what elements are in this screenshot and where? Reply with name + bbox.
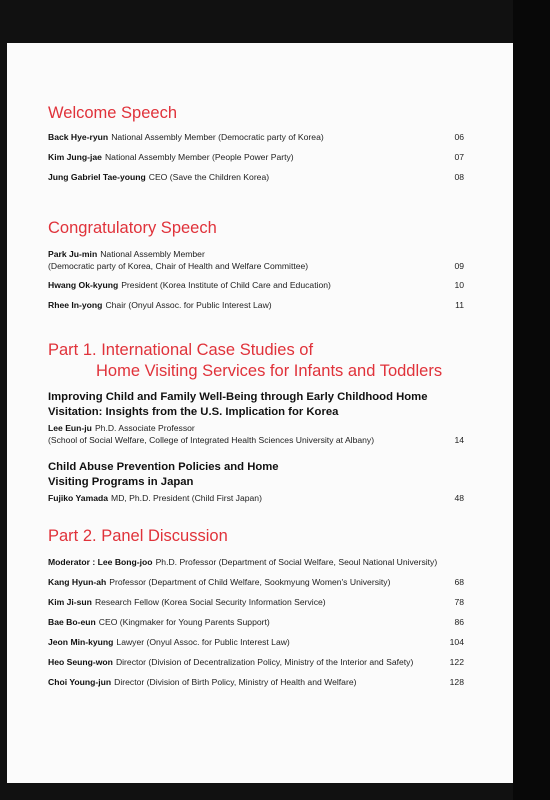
speaker-desc: Chair (Onyul Assoc. for Public Interest Law): [105, 300, 272, 310]
toc-entry: [48, 616, 464, 628]
section-heading-welcome: Welcome Speech: [48, 104, 178, 122]
page-number: 14: [454, 435, 464, 445]
speaker-name: Fujiko Yamada: [48, 493, 109, 503]
speaker-name: Park Ju-min: [48, 249, 98, 259]
section-heading-part2: Part 2. Panel Discussion: [48, 527, 228, 545]
section-heading-part1: Part 1. International Case Studies of: [48, 341, 314, 359]
speaker-desc: MD, Ph.D. President (Child First Japan): [111, 493, 262, 503]
speaker-name: Hwang Ok-kyung: [48, 280, 119, 290]
speaker-desc: National Assembly Member (People Power Party): [104, 152, 294, 162]
paper-title-line2: Visiting Programs in Japan: [48, 476, 194, 488]
paper-title-line1: Improving Child and Family Well-Being through Early Childhood Home: [48, 391, 428, 403]
section-heading-congratulatory: Congratulatory Speech: [48, 219, 217, 237]
toc-entry: [48, 279, 464, 291]
toc-entry: [48, 576, 464, 588]
speaker-name: Back Hye-ryun: [48, 132, 109, 142]
speaker-name: Jeon Min-kyung: [48, 637, 114, 647]
speaker-name: Moderator : Lee Bong-joo: [48, 557, 153, 567]
speaker-name: Heo Seung-won: [48, 657, 113, 667]
speaker-name: Rhee In-yong: [48, 300, 103, 310]
page-edge-shadow: [513, 0, 550, 800]
speaker-desc: Ph.D. Associate Professor: [94, 423, 195, 433]
speaker-desc: Director (Division of Birth Policy, Ministry of Health and Welfare): [114, 677, 357, 687]
toc-entry: [48, 676, 464, 688]
speaker-name: Kim Ji-sun: [48, 597, 92, 607]
page-number: 86: [454, 617, 464, 627]
page-number: 48: [454, 493, 464, 503]
toc-entry: [48, 171, 464, 183]
speaker-desc-line2: (Democratic party of Korea, Chair of Health and Welfare Committee): [48, 261, 309, 271]
page-number: 122: [449, 657, 464, 667]
toc-entry: [48, 151, 464, 163]
speaker-desc: National Assembly Member: [100, 249, 205, 259]
section-heading-part1-line2: Home Visiting Services for Infants and Toddlers: [96, 362, 443, 380]
paper-title-line2: Visitation: Insights from the U.S. Implication for Korea: [48, 406, 339, 418]
paper-title: [48, 390, 458, 420]
toc-entry: [48, 422, 464, 446]
speaker-desc: National Assembly Member (Democratic party of Korea): [111, 132, 324, 142]
toc-entry: [48, 636, 464, 648]
speaker-desc: Research Fellow (Korea Social Security Information Service): [94, 597, 326, 607]
toc-entry: [48, 131, 464, 143]
speaker-desc: Ph.D. Professor (Department of Social Welfare, Seoul National University): [155, 557, 438, 567]
speaker-name: Lee Eun-ju: [48, 423, 92, 433]
speaker-name: Choi Young-jun: [48, 677, 112, 687]
speaker-name: Bae Bo-eun: [48, 617, 96, 627]
speaker-name: Kang Hyun-ah: [48, 577, 107, 587]
toc-entry: [48, 248, 464, 272]
speaker-desc: Lawyer (Onyul Assoc. for Public Interest Law): [116, 637, 290, 647]
speaker-desc: CEO (Kingmaker for Young Parents Support): [98, 617, 270, 627]
page-number: 78: [454, 597, 464, 607]
page-number: 11: [455, 300, 464, 310]
speaker-desc: CEO (Save the Children Korea): [148, 172, 270, 182]
page-number: 09: [454, 261, 464, 271]
page-number: 68: [454, 577, 464, 587]
toc-entry: [48, 299, 464, 311]
toc-entry: [48, 492, 464, 504]
speaker-desc: Director (Division of Decentralization Policy, Ministry of the Interior and Safety): [115, 657, 414, 667]
page-number: 128: [449, 677, 464, 687]
speaker-name: Kim Jung-jae: [48, 152, 102, 162]
page-number: 104: [449, 637, 464, 647]
page-number: 06: [454, 132, 464, 142]
toc-entry: [48, 596, 464, 608]
speaker-desc-line2: (School of Social Welfare, College of Integrated Health Sciences University at Albany): [48, 435, 375, 445]
page-number: 08: [454, 172, 464, 182]
toc-entry: [48, 656, 464, 668]
paper-title: [48, 460, 458, 490]
page-number: 10: [454, 280, 464, 290]
speaker-name: Jung Gabriel Tae-young: [48, 172, 146, 182]
toc-entry: [48, 556, 464, 568]
page-number: 07: [454, 152, 464, 162]
speaker-desc: President (Korea Institute of Child Care and Education): [121, 280, 331, 290]
speaker-desc: Professor (Department of Child Welfare, Sookmyung Women's University): [109, 577, 391, 587]
paper-title-line1: Child Abuse Prevention Policies and Home: [48, 461, 279, 473]
